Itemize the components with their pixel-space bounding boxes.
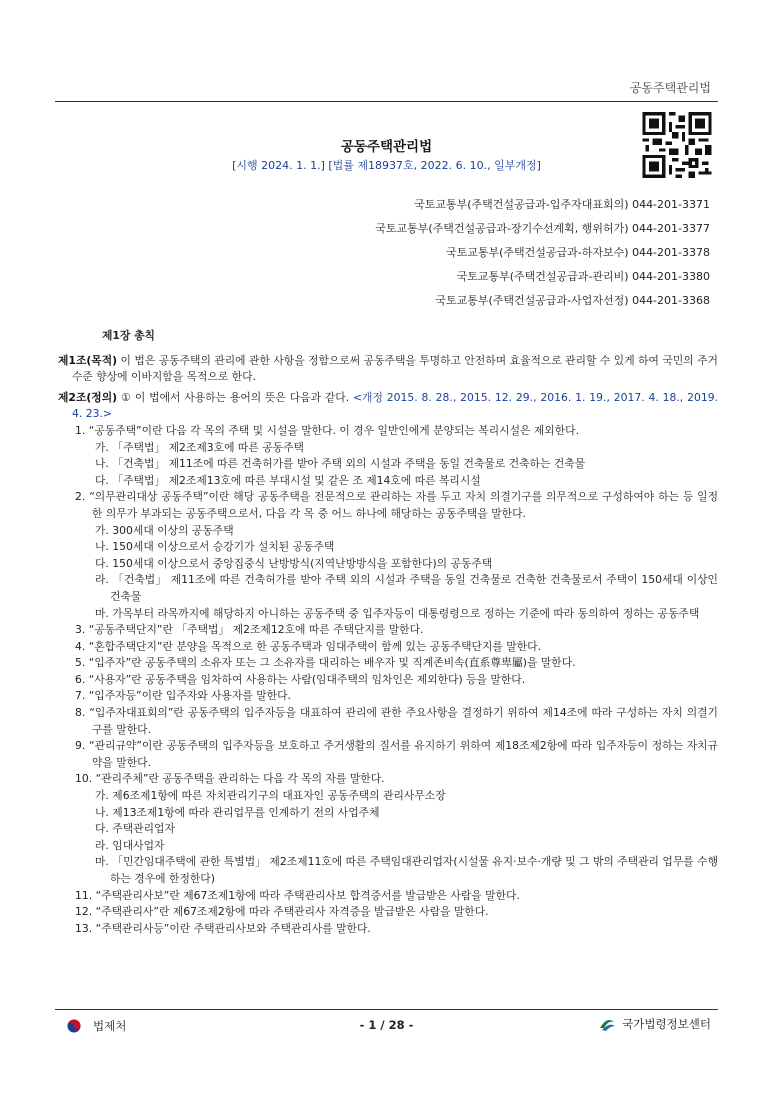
law-center-logo-icon — [598, 1016, 616, 1032]
definition-item: 2. “의무관리대상 공동주택”이란 해당 공동주택을 전문적으로 관리하는 자를 두고 자치 의결기구를 의무적으로 구성하여야 하는 등 일정한 의무가 부과되는 공동주택으로서, 다음 각 목 중 어느 하나에 해당하는 공동주택을 말한다. — [75, 490, 718, 520]
definition-item: 10. “관리주체”란 공동주택을 관리하는 다음 각 목의 자를 말한다. — [75, 772, 385, 786]
footer-divider — [55, 1009, 718, 1010]
definition-subitem: 가. 「주택법」 제2조제3호에 따른 공동주택 — [95, 440, 304, 454]
definition-item: 8. “입주자대표회의”란 공동주택의 입주자등을 대표하여 관리에 관한 주요사항을 결정하기 위하여 제14조에 따라 구성하는 자치 의결기구를 말한다. — [75, 706, 718, 736]
contact-line: 국토교통부(주택건설공급과-관리비) 044-201-3380 — [456, 270, 710, 283]
article-1-text: 이 법은 공동주택의 관리에 관한 사항을 정함으로써 공동주택을 투명하고 안전하며 효율적으로 관리할 수 있게 하여 국민의 주거수준 향상에 이바지함을 목적으로 한다. — [72, 353, 718, 384]
definition-subitem: 마. 「민간임대주택에 관한 특별법」 제2조제11호에 따른 주택임대관리업자(시설물 유지·보수·개량 및 그 밖의 주택관리 업무를 수행하는 경우에 한정한다) — [95, 855, 718, 885]
contact-line: 국토교통부(주택건설공급과-하자보수) 044-201-3378 — [446, 246, 710, 259]
amendment-note: <개정 2015. 8. 28., 2015. 12. 29., 2016. 1. 19., 2017. 4. 18., 2019. 4. 23.> — [72, 390, 718, 421]
definition-item: 4. “혼합주택단지”란 분양을 목적으로 한 공동주택과 임대주택이 함께 있는 공동주택단지를 말한다. — [75, 639, 541, 653]
law-body — [58, 328, 718, 937]
definition-subitem: 라. 임대사업자 — [95, 838, 165, 852]
definition-item: 6. “사용자”란 공동주택을 임차하여 사용하는 사람(임대주택의 임차인은 제외한다) 등을 말한다. — [75, 672, 526, 686]
header-law-name: 공동주택관리법 — [629, 81, 711, 95]
definition-subitem: 나. 150세대 이상으로서 승강기가 설치된 공동주택 — [95, 540, 335, 554]
article-2-text: ① 이 법에서 사용하는 용어의 뜻은 다음과 같다. — [117, 390, 354, 404]
definition-subitem: 라. 「건축법」 제11조에 따른 건축허가를 받아 주택 외의 시설과 주택을 동일 건축물로 건축한 건축물로서 주택이 150세대 이상인 건축물 — [95, 573, 718, 603]
chapter-heading: 제1장 총칙 — [102, 329, 155, 342]
definition-subitem: 다. 주택관리업자 — [95, 822, 175, 836]
definition-subitem: 가. 제6조제1항에 따른 자치관리기구의 대표자인 공동주택의 관리사무소장 — [95, 789, 446, 803]
definition-subitem: 마. 가목부터 라목까지에 해당하지 아니하는 공동주택 중 입주자등이 대통령령으로 정하는 기준에 따라 동의하여 정하는 공동주택 — [95, 606, 700, 620]
enforcement-info: [시행 2024. 1. 1.] [법률 제18937호, 2022. 6. 10., 일부개정] — [232, 159, 541, 172]
footer-right — [598, 1016, 711, 1032]
article-2-heading: 제2조(정의) — [58, 390, 118, 404]
article-1 — [58, 353, 718, 386]
definition-subitem: 다. 150세대 이상으로서 중앙집중식 난방방식(지역난방방식을 포함한다)의 공동주택 — [95, 556, 493, 570]
definition-subitem: 나. 「건축법」 제11조에 따른 건축허가를 받아 주택 외의 시설과 주택을 동일 건축물로 건축하는 건축물 — [95, 457, 586, 471]
definition-subitem: 가. 300세대 이상의 공동주택 — [95, 523, 234, 537]
definition-item: 1. “공동주택”이란 다음 각 목의 주택 및 시설을 말한다. 이 경우 일반인에게 분양되는 복리시설은 제외한다. — [75, 423, 580, 437]
contact-line: 국토교통부(주택건설공급과-사업자선정) 044-201-3368 — [435, 294, 710, 307]
definition-item: 11. “주택관리사보”란 제67조제1항에 따라 주택관리사보 합격증서를 발급받은 사람을 말한다. — [75, 888, 520, 902]
contact-line: 국토교통부(주택건설공급과-입주자대표회의) 044-201-3371 — [414, 198, 710, 211]
page-number: - 1 / 28 - — [359, 1018, 414, 1032]
definition-subitem: 다. 「주택법」 제2조제13호에 따른 부대시설 및 같은 조 제14호에 따른 복리시설 — [95, 473, 481, 487]
article-1-heading: 제1조(목적) — [58, 353, 118, 367]
definition-subitem: 나. 제13조제1항에 따라 관리업무를 인계하기 전의 사업주체 — [95, 805, 380, 819]
definition-item: 13. “주택관리사등”이란 주택관리사보와 주택관리사를 말한다. — [75, 921, 371, 935]
definition-item: 5. “입주자”란 공동주택의 소유자 또는 그 소유자를 대리하는 배우자 및 직계존비속(直系尊卑屬)을 말한다. — [75, 656, 576, 670]
contact-line: 국토교통부(주택건설공급과-장기수선계획, 행위허가) 044-201-3377 — [375, 222, 710, 235]
definition-item: 12. “주택관리사”란 제67조제2항에 따라 주택관리사 자격증을 발급받은 사람을 말한다. — [75, 905, 489, 919]
header-divider — [55, 101, 718, 102]
definition-item: 3. “공동주택단지”란 「주택법」 제2조제12호에 따른 주택단지를 말한다. — [75, 623, 424, 637]
contact-list — [250, 193, 710, 313]
definition-item: 9. “관리규약”이란 공동주택의 입주자등을 보호하고 주거생활의 질서를 유지하기 위하여 제18조제2항에 따라 입주자등이 정하는 자치규약을 말한다. — [75, 739, 718, 769]
definition-item: 7. “입주자등”이란 입주자와 사용자를 말한다. — [75, 689, 291, 703]
footer-center-name: 국가법령정보센터 — [622, 1017, 711, 1031]
document-title: 공동주택관리법 — [340, 139, 433, 155]
footer-org: 법제처 — [93, 1019, 127, 1033]
definition-list — [58, 423, 718, 937]
article-2 — [58, 390, 718, 423]
